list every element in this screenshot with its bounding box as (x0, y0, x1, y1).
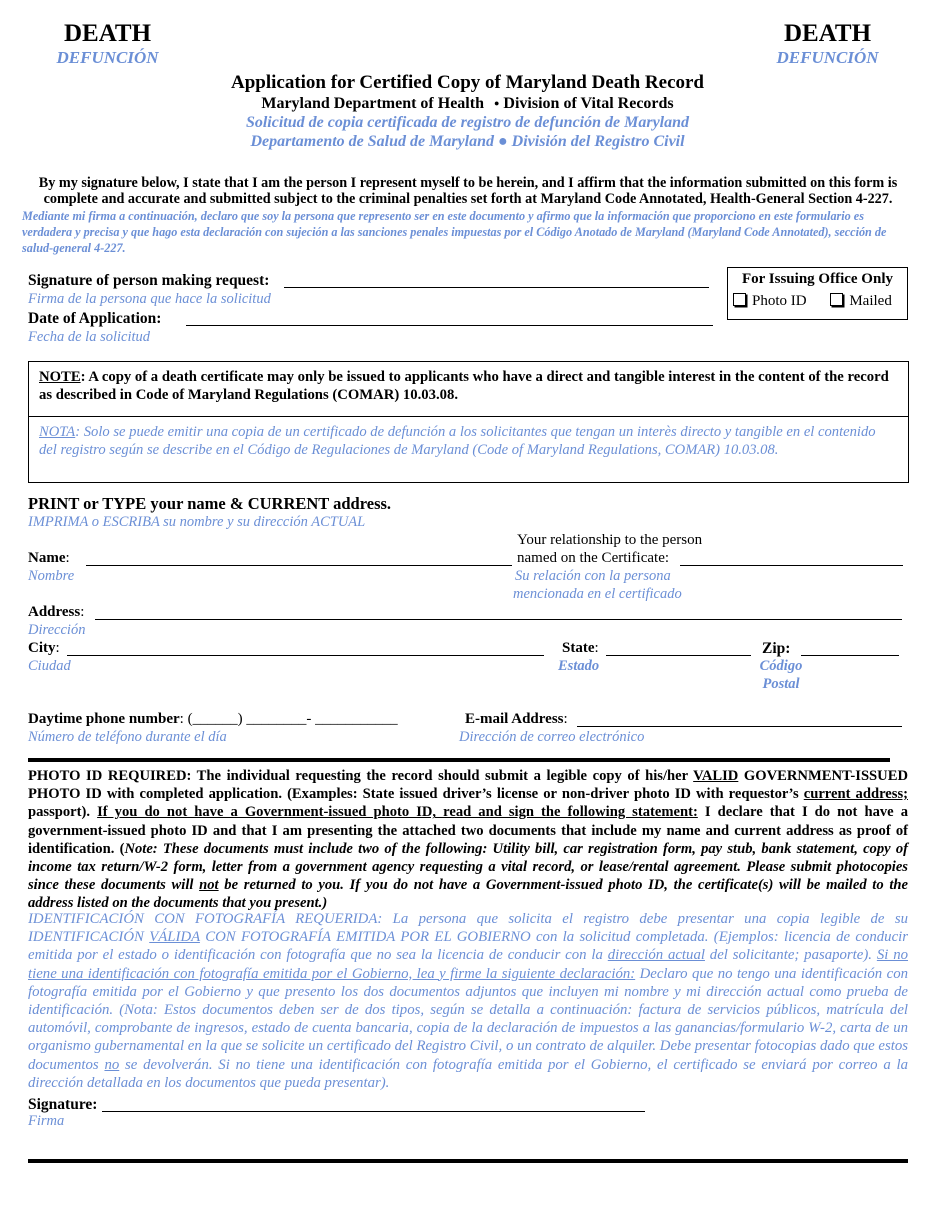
final-signature-field[interactable] (102, 1111, 645, 1112)
requester-signature-label: Signature of person making request: (28, 272, 270, 289)
photo-id-en-current: current address; (803, 786, 908, 803)
application-date-label: Date of Application: (28, 310, 162, 327)
note-es-text: : Solo se puede emitir una copia de un certificado de defunción a los solicitantes que tengan un interès directo y tangible en el contenido del registro según se describe en el Código de Regulaciones de Maryland (Code of Maryland Regulations, COMAR) 10.03.08. (39, 424, 876, 458)
address-label: Address (28, 604, 81, 620)
corner-left-es: DEFUNCIÓN (56, 48, 159, 67)
photo-id-en-1: PHOTO ID REQUIRED: The individual requesting the record should submit a legible copy of his/her (28, 768, 694, 784)
city-label-wrap: City: (28, 640, 60, 656)
note-en-text: : A copy of a death certificate may only be issued to applicants who have a direct and tangible interest in the content of the record as described in Code of Maryland Regulations (COMAR) 10.03.08. (39, 369, 889, 403)
photo-id-es-3: del solicitante; pasaporte). (704, 947, 877, 964)
affirmation-es: Mediante mi firma a continuación, declaro que soy la persona que represento ser en este documento y afirmo que la información que proporciono en este formulario es verdadera y precisa y que hago esta declaración con sujeción a las sanciones penales impuestas por el Código Anotado de Maryland (Maryland Code Annotated), sección de salud-general 4-227. (22, 209, 887, 255)
mailed-checkbox[interactable] (830, 293, 843, 306)
application-date-es: Fecha de la solicitud (28, 329, 151, 345)
name-label: Name (28, 550, 66, 566)
zip-label: Zip: (762, 640, 791, 657)
photo-id-es-5: se devolverán. Si no tiene una identificación con fotografía emitida por el Gobierno, el certificado se enviará por correo a la dirección detallada en los documentos que pueda presentar). (28, 1056, 908, 1091)
requester-signature-es: Firma de la persona que hace la solicitud (28, 291, 271, 307)
photo-id-label: Photo ID (752, 293, 807, 309)
section-divider (28, 758, 890, 762)
city-es: Ciudad (28, 658, 71, 674)
dept-name: Maryland Department of Health (261, 95, 484, 112)
state-label-wrap: State: (562, 640, 599, 656)
final-signature-label: Signature: (28, 1096, 98, 1113)
photo-id-es (28, 910, 908, 1092)
photo-id-en (28, 767, 908, 913)
phone-es: Número de teléfono durante el día (28, 729, 227, 745)
photo-id-es-2: CON FOTOGRAFÍA EMITIDA POR EL GOBIERNO con la solicitud completada. (Ejemplos: licencia de conducir emitida por el estado o identificación con fotografía que no sea la licencia de conducir con la (28, 929, 909, 964)
phone-row (28, 711, 398, 728)
relationship-es-2: mencionada en el certificado (513, 586, 682, 602)
photo-id-en-valid: VALID (693, 768, 739, 784)
note-divider (29, 416, 908, 417)
name-field[interactable] (86, 565, 512, 566)
mailed-label: Mailed (849, 293, 892, 309)
address-es: Dirección (28, 622, 86, 638)
relationship-field[interactable] (680, 565, 903, 566)
photo-id-en-note-1: Note: These documents must include two of the following: Utility bill, car registration form, pay stub, bank statement, copy of income tax return/W-2 form, letter from a government agency requesting a vital record, or lease/rental agreement. Please submit photocopies since these documents will (28, 840, 909, 894)
photo-id-checkbox[interactable] (733, 293, 746, 306)
relationship-label-1: Your relationship to the person (517, 532, 703, 548)
photo-id-en-3: passport). (28, 804, 98, 821)
corner-right (765, 20, 890, 68)
photo-id-es-dir: dirección actual (607, 947, 705, 964)
phone-field[interactable]: : (______) ________- ___________ (179, 711, 398, 727)
application-date-field[interactable] (186, 325, 713, 326)
issuing-office-options (733, 293, 907, 310)
requester-signature-field[interactable] (284, 287, 709, 288)
zip-es-2: Postal (762, 676, 800, 692)
photo-id-en-note-2: be returned to you. If you do not have a Government-issued photo ID, the certificate(s) will be mailed to the address listed on the documents that you present.) (28, 877, 908, 912)
zip-field[interactable] (801, 655, 899, 656)
note-box (28, 361, 909, 483)
photo-id-en-4: I declare that I do not have a government-issued photo ID and that I am presenting the attached two documents that include my name and current address as proof of identification. ( (28, 804, 909, 857)
photo-id-es-valida: VÁLIDA (149, 929, 200, 946)
email-field[interactable] (577, 726, 902, 727)
photo-id-en-ifnot: If you do not have a Government-issued photo ID, read and sign the following statement: (97, 804, 698, 821)
address-heading: PRINT or TYPE your name & CURRENT address. (28, 494, 392, 513)
issuing-office-box (727, 267, 908, 320)
corner-left (45, 20, 170, 68)
note-es-label: NOTA (39, 424, 76, 440)
state-es: Estado (558, 658, 600, 674)
photo-id-es-1: IDENTIFICACIÓN CON FOTOGRAFÍA REQUERIDA: La persona que solicita el registro debe presentar una copia legible de su IDENTIFICACIÓN (28, 911, 908, 946)
name-label-wrap: Name: (28, 550, 70, 566)
department-line (180, 95, 755, 113)
address-label-wrap: Address: (28, 604, 85, 620)
form-title: Application for Certified Copy of Maryland Death Record (230, 72, 704, 93)
photo-id-es-4: Declaro que no tengo una identificación con fotografía emitida por el Gobierno y que presento los dos documentos adjuntos que incluyen mi nombre y mi dirección actual como prueba de identificación. (Nota: Estos documentos deben ser de dos tipos, según se detalla a continuación: factura de servicios públicos, matrícula del automóvil, comprobante de ingresos, estado de cuenta bancaria, copia de la declaración de impuestos a las ganancias/formulario W-2, carta de un organismo gubernamental en la que se solicite un certificado del Registro Civil, o un contrato de alquiler. Debe presentar fotocopias dado que estos documentos (28, 965, 908, 1073)
photo-id-es-no: no (104, 1056, 120, 1073)
zip-es-1: Código (759, 658, 803, 674)
state-field[interactable] (606, 655, 751, 656)
final-signature-es: Firma (28, 1113, 65, 1129)
corner-left-en: DEATH (63, 20, 152, 47)
issuing-office-title: For Issuing Office Only (742, 271, 893, 287)
address-field[interactable] (95, 619, 902, 620)
form-header (180, 72, 755, 151)
address-heading-es: IMPRIMA o ESCRIBA su nombre y su dirección ACTUAL (28, 514, 366, 530)
phone-label: Daytime phone number (28, 711, 180, 727)
department-line-es: Departamento de Salud de Maryland ● División del Registro Civil (250, 133, 685, 150)
relationship-label-2: named on the Certificate: (517, 550, 670, 566)
form-title-es: Solicitud de copia certificada de registro de defunción de Maryland (245, 114, 690, 131)
city-label: City (28, 640, 56, 656)
email-label: E-mail Address (465, 711, 564, 727)
state-label: State (562, 640, 595, 656)
name-es: Nombre (28, 568, 75, 584)
city-field[interactable] (67, 655, 544, 656)
note-en (39, 368, 896, 404)
bottom-rule (28, 1159, 908, 1163)
note-es (39, 423, 896, 459)
email-label-wrap: E-mail Address: (465, 711, 568, 727)
corner-right-es: DEFUNCIÓN (776, 48, 879, 67)
photo-id-en-2: GOVERNMENT-ISSUED PHOTO ID with completed application. (Examples: State issued driver’s license or non-driver photo ID with requestor’s (28, 768, 908, 803)
email-es: Dirección de correo electrónico (459, 729, 645, 745)
bullet-icon: ● (493, 98, 500, 108)
division-name: Division of Vital Records (503, 95, 674, 112)
note-en-label: NOTE (39, 369, 81, 385)
affirmation-en: By my signature below, I state that I am the person I represent myself to be herein, and I affirm that the information submitted on this form is complete and accurate and submitted subject to the criminal penalties set forth at Maryland Code Annotated, Health-General Section 4-227. (38, 175, 898, 207)
photo-id-en-not: not (199, 877, 219, 894)
photo-id-es-sino: Si no tiene una identificación con fotografía emitida por el Gobierno, lea y firme la siguiente declaración: (28, 947, 909, 982)
relationship-es-1: Su relación con la persona (515, 568, 671, 584)
corner-right-en: DEATH (783, 20, 872, 47)
